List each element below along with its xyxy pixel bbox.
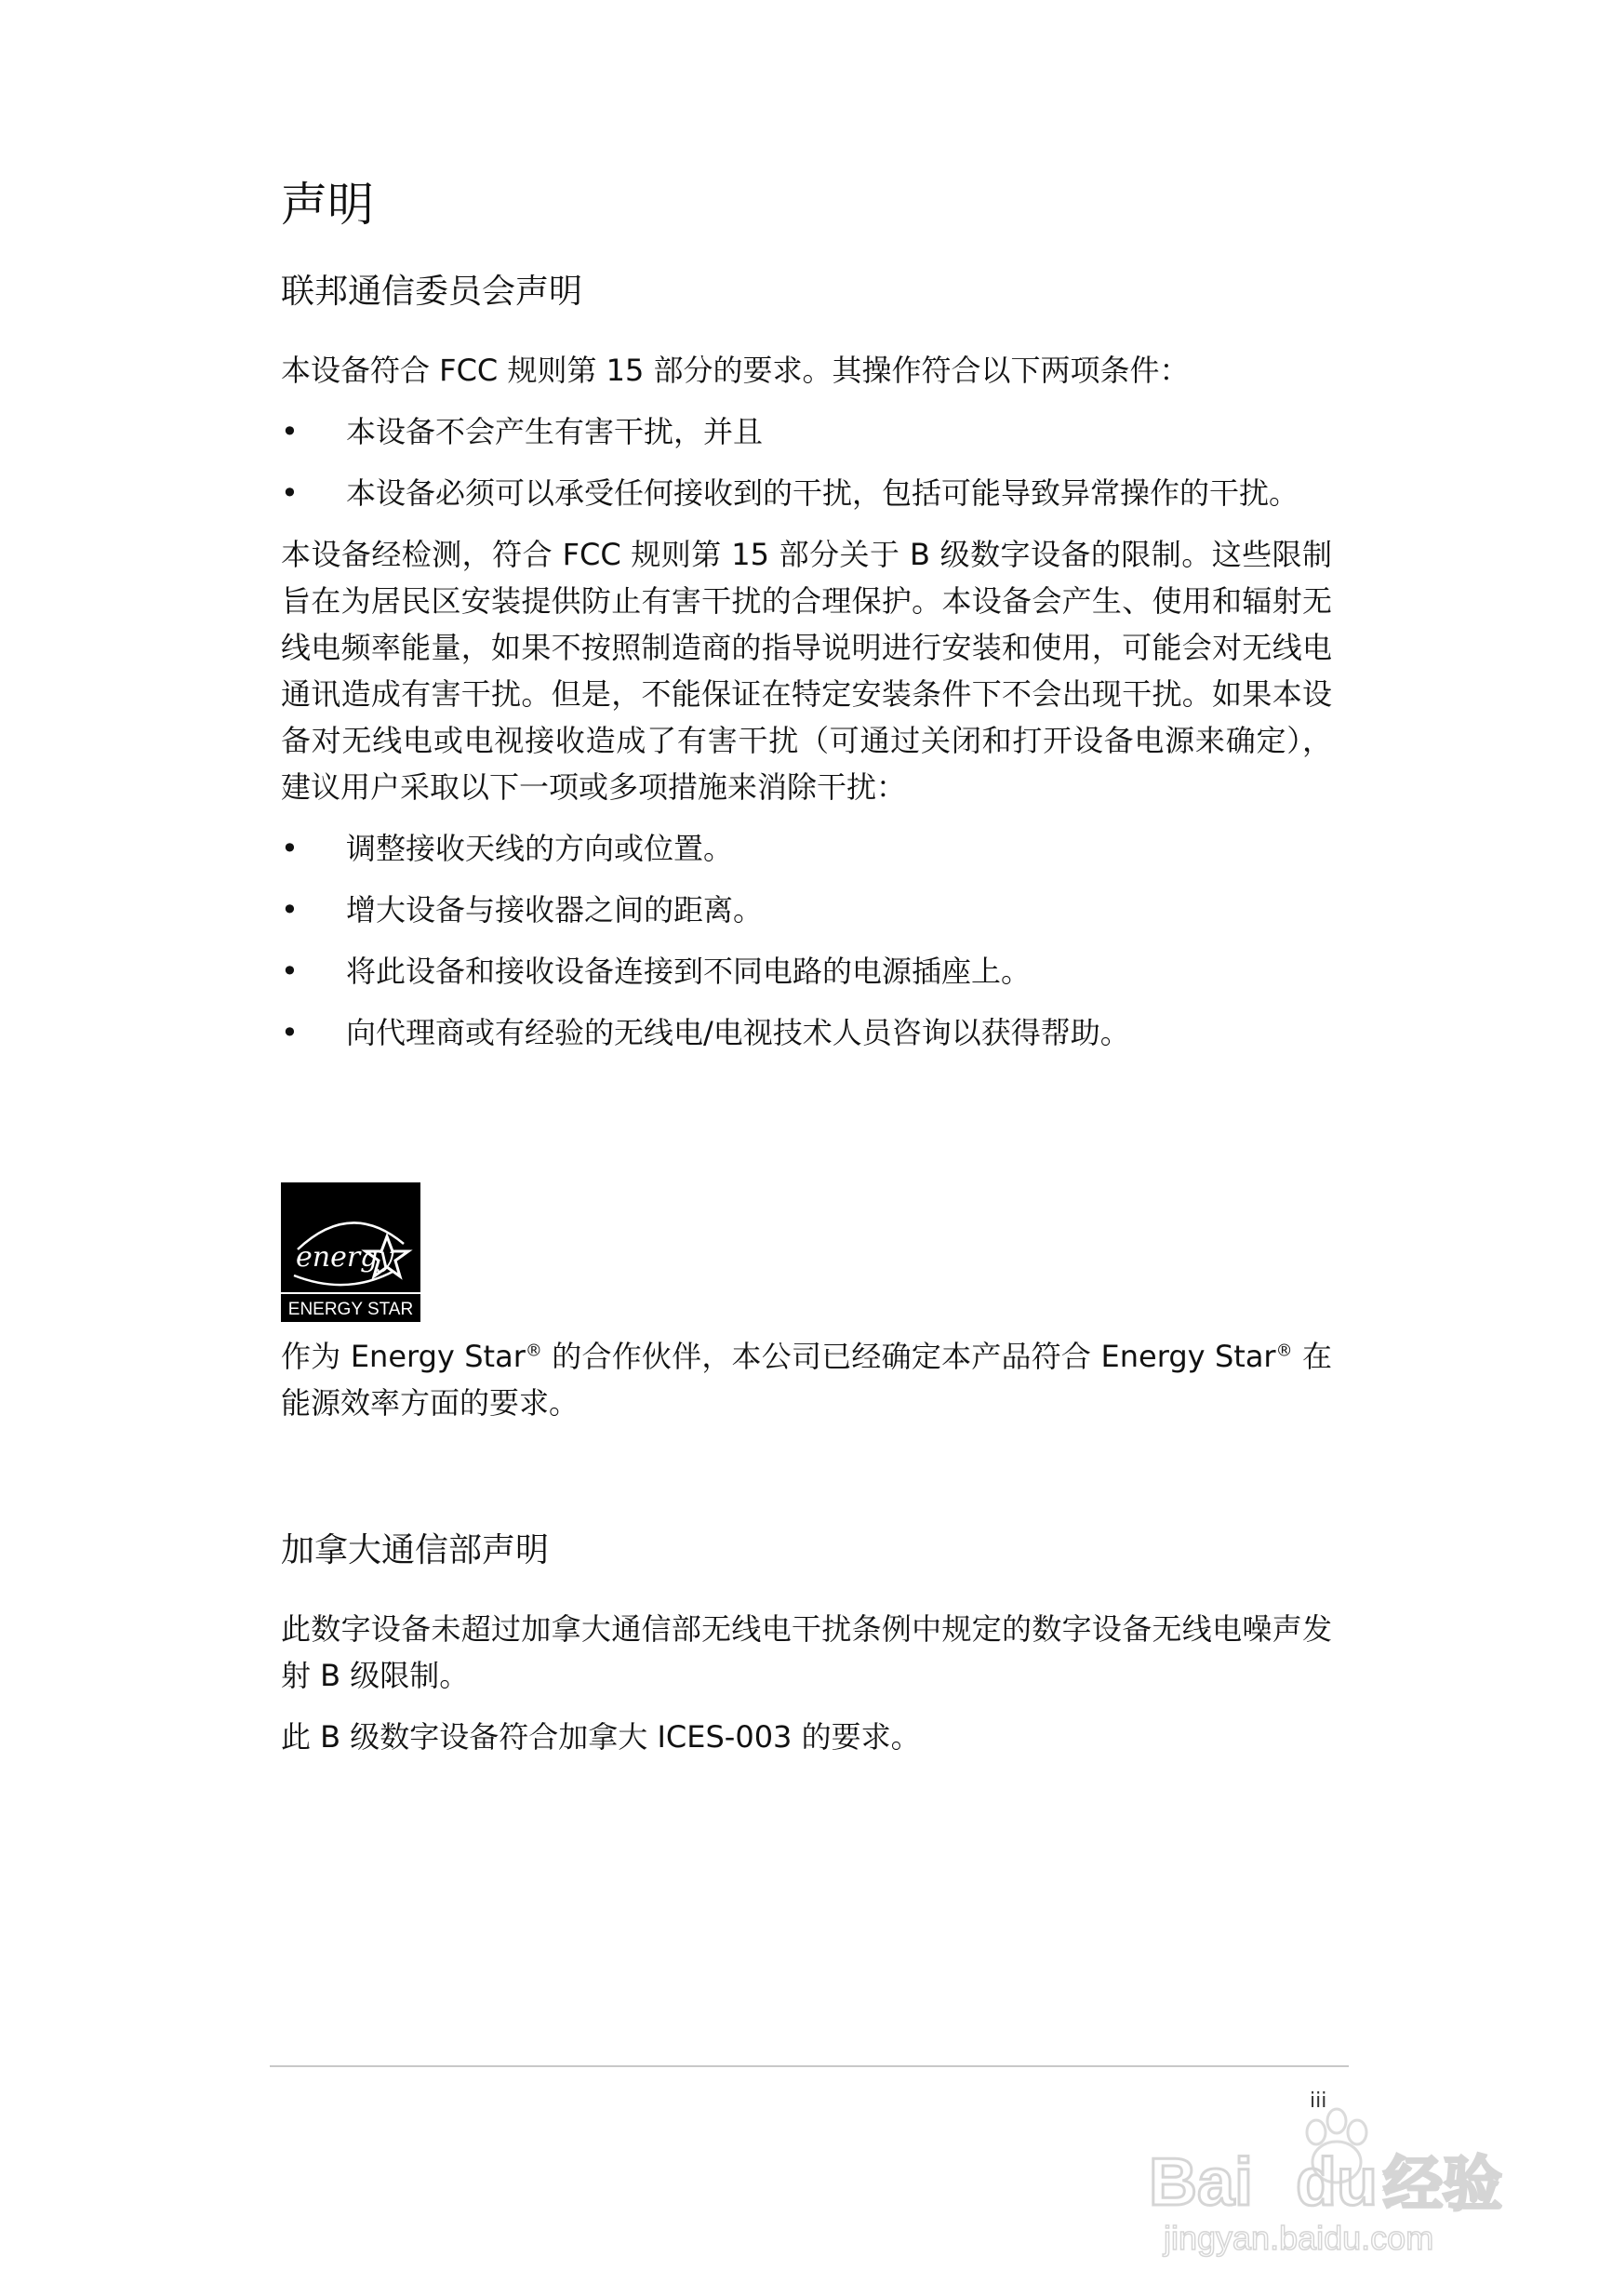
bullet-icon: • (281, 1015, 299, 1051)
list-item (281, 1009, 1332, 1056)
list-item-text: 向代理商或有经验的无线电/电视技术人员咨询以获得帮助。 (346, 1015, 1130, 1051)
registered-mark: ® (525, 1341, 542, 1361)
fcc-heading: 联邦通信委员会声明 (281, 273, 583, 311)
fcc-section (281, 272, 1332, 1056)
page-content (281, 177, 1332, 1775)
bullet-icon: • (281, 831, 299, 867)
logo-label: ENERGY STAR (287, 1300, 414, 1320)
fcc-body: 本设备经检测，符合 FCC 规则第 15 部分关于 B 级数字设备的限制。这些限制旨在为居民区安装提供防止有害干扰的合理保护。本设备会产生、使用和辐射无线电频率能量，如果不按照制造商的指导说明进行安装和使用，可能会对无线电通讯造成有害干扰。但是，不能保证在特定安装条件下不会出现干扰。如果本设备对无线电或电视接收造成了有害干扰（可通过关闭和打开设备电源来确定），建议用户采取以下一项或多项措施来消除干扰： (281, 537, 1332, 806)
canada-para-1: 此数字设备未超过加拿大通信部无线电干扰条例中规定的数字设备无线电噪声发射 B 级限制。 (281, 1611, 1332, 1694)
energy-text-part-1: 作为 Energy Star (281, 1339, 526, 1375)
watermark-brand-2: du (1296, 2145, 1378, 2220)
fcc-conditions-list (281, 408, 1332, 516)
bullet-icon: • (281, 414, 299, 450)
list-item-text: 本设备不会产生有害干扰，并且 (346, 414, 764, 450)
watermark-brand: Bai (1149, 2145, 1254, 2220)
footer-rule (270, 2065, 1349, 2067)
bullet-icon: • (281, 954, 299, 990)
list-item (281, 948, 1332, 994)
bullet-icon: • (281, 892, 299, 928)
energy-star-logo (281, 1182, 420, 1322)
energy-star-text (281, 1333, 1332, 1426)
list-item-text: 将此设备和接收设备连接到不同电路的电源插座上。 (346, 954, 1032, 990)
list-item-text: 本设备必须可以承受任何接收到的干扰，包括可能导致异常操作的干扰。 (346, 475, 1299, 512)
watermark-url: jingyan.baidu.com (1164, 2219, 1434, 2257)
energy-text-part-2: 的合作伙伴，本公司已经确定本产品符合 Energy Star (541, 1339, 1276, 1375)
energy-star-section (281, 1182, 1332, 1426)
page-number: iii (1310, 2089, 1327, 2113)
canada-heading: 加拿大通信部声明 (281, 1531, 550, 1570)
list-item (281, 408, 1332, 455)
bullet-icon: • (281, 475, 299, 512)
registered-mark: ® (1275, 1341, 1293, 1361)
baidu-watermark (1139, 2075, 1530, 2261)
list-item (281, 825, 1332, 872)
list-item-text: 调整接收天线的方向或位置。 (346, 831, 734, 867)
fcc-intro: 本设备符合 FCC 规则第 15 部分的要求。其操作符合以下两项条件： (281, 353, 1190, 389)
fcc-measures-list (281, 825, 1332, 1056)
watermark-cn: 经验 (1383, 2151, 1502, 2220)
page-title: 声明 (281, 178, 374, 232)
canada-section (281, 1530, 1332, 1760)
list-item-text: 增大设备与接收器之间的距离。 (346, 892, 764, 928)
canada-para-2: 此 B 级数字设备符合加拿大 ICES-003 的要求。 (281, 1719, 921, 1755)
energy-text-part-3: 在能源效率方面的要求。 (281, 1339, 1332, 1422)
list-item (281, 470, 1332, 516)
list-item (281, 887, 1332, 933)
energy-script: energy (296, 1241, 394, 1275)
